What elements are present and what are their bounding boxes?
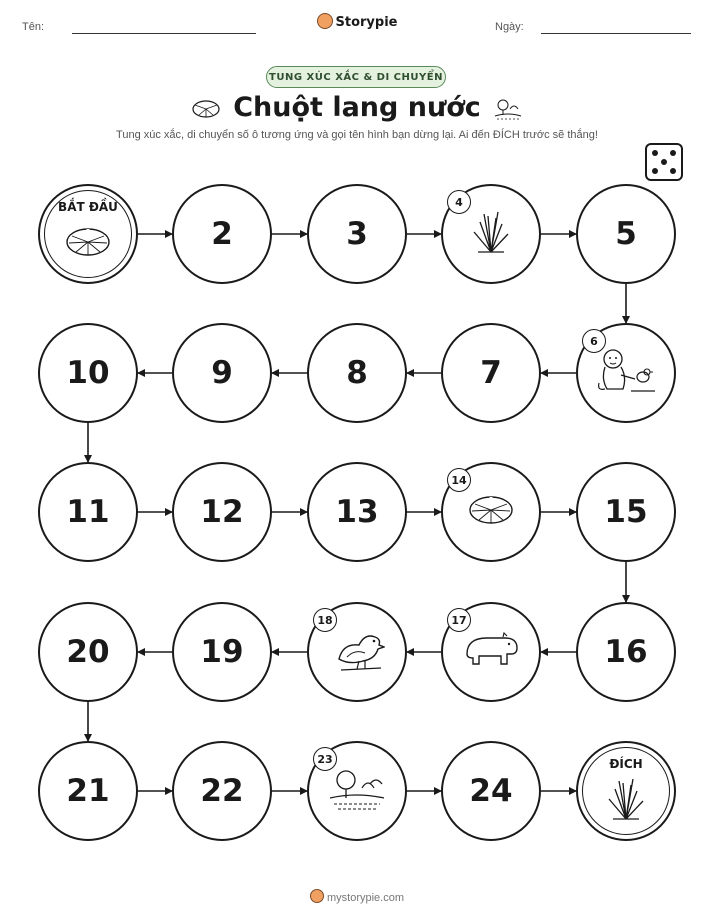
board-space-2[interactable] <box>172 184 272 284</box>
board-space-20[interactable] <box>38 602 138 702</box>
space-number: 19 <box>200 634 244 670</box>
board-space-3[interactable] <box>307 184 407 284</box>
date-label: Ngày: <box>495 21 524 33</box>
game-tag: TUNG XÚC XẮC & DI CHUYỂN <box>266 66 446 88</box>
board-space-16[interactable] <box>576 602 676 702</box>
board-space-4[interactable] <box>441 184 541 284</box>
board-space-22[interactable] <box>172 741 272 841</box>
board-space-11[interactable] <box>38 462 138 562</box>
space-number: 21 <box>66 773 110 809</box>
grass-icon <box>468 210 514 258</box>
space-number: 8 <box>346 355 368 391</box>
space-number: 9 <box>211 355 233 391</box>
title-text: Chuột lang nước <box>233 92 481 123</box>
finish-space[interactable] <box>576 741 676 841</box>
footer <box>0 889 714 904</box>
space-number: 3 <box>346 216 368 252</box>
space-number-badge: 14 <box>447 468 471 492</box>
space-number-badge: 18 <box>313 608 337 632</box>
start-space[interactable] <box>38 184 138 284</box>
board-space-18[interactable] <box>307 602 407 702</box>
start-label: BẮT ĐẦU <box>58 200 118 214</box>
space-number: 7 <box>480 355 502 391</box>
landscape-icon <box>326 766 388 816</box>
board-space-10[interactable] <box>38 323 138 423</box>
space-number: 24 <box>469 773 513 809</box>
bird-icon <box>329 625 385 679</box>
storypie-logo-icon <box>310 889 324 903</box>
board-space-5[interactable] <box>576 184 676 284</box>
lily-pad-icon <box>467 493 515 531</box>
board-space-23[interactable] <box>307 741 407 841</box>
space-number: 22 <box>200 773 244 809</box>
footer-site: mystorypie.com <box>326 892 405 904</box>
board-space-9[interactable] <box>172 323 272 423</box>
space-number: 13 <box>335 494 379 530</box>
space-number: 15 <box>604 494 648 530</box>
space-number: 5 <box>615 216 637 252</box>
board-space-7[interactable] <box>441 323 541 423</box>
board-space-6[interactable] <box>576 323 676 423</box>
instructions: Tung xúc xắc, di chuyển số ô tương ứng và gọi tên hình bạn dừng lại. Ai đến ĐÍCH trước sẽ thắng! <box>116 129 598 141</box>
board-space-13[interactable] <box>307 462 407 562</box>
board-space-8[interactable] <box>307 323 407 423</box>
monkey-bird-icon <box>595 345 657 401</box>
space-number: 11 <box>66 494 110 530</box>
board-space-17[interactable] <box>441 602 541 702</box>
capybara-icon <box>461 630 521 674</box>
board-space-14[interactable] <box>441 462 541 562</box>
lily-pad-icon <box>64 225 112 263</box>
grass-icon <box>603 777 649 825</box>
board-space-12[interactable] <box>172 462 272 562</box>
space-number: 2 <box>211 216 233 252</box>
board-space-15[interactable] <box>576 462 676 562</box>
board-space-19[interactable] <box>172 602 272 702</box>
space-number: 12 <box>200 494 244 530</box>
brand-name: Storypie <box>335 15 398 30</box>
space-number: 16 <box>604 634 648 670</box>
finish-label: ĐÍCH <box>609 757 643 771</box>
name-label: Tên: <box>22 21 45 33</box>
space-number-badge: 17 <box>447 608 471 632</box>
board-space-21[interactable] <box>38 741 138 841</box>
space-number-badge: 4 <box>447 190 471 214</box>
board-space-24[interactable] <box>441 741 541 841</box>
space-number-badge: 23 <box>313 747 337 771</box>
space-number-badge: 6 <box>582 329 606 353</box>
space-number: 10 <box>66 355 110 391</box>
space-number: 20 <box>66 634 110 670</box>
